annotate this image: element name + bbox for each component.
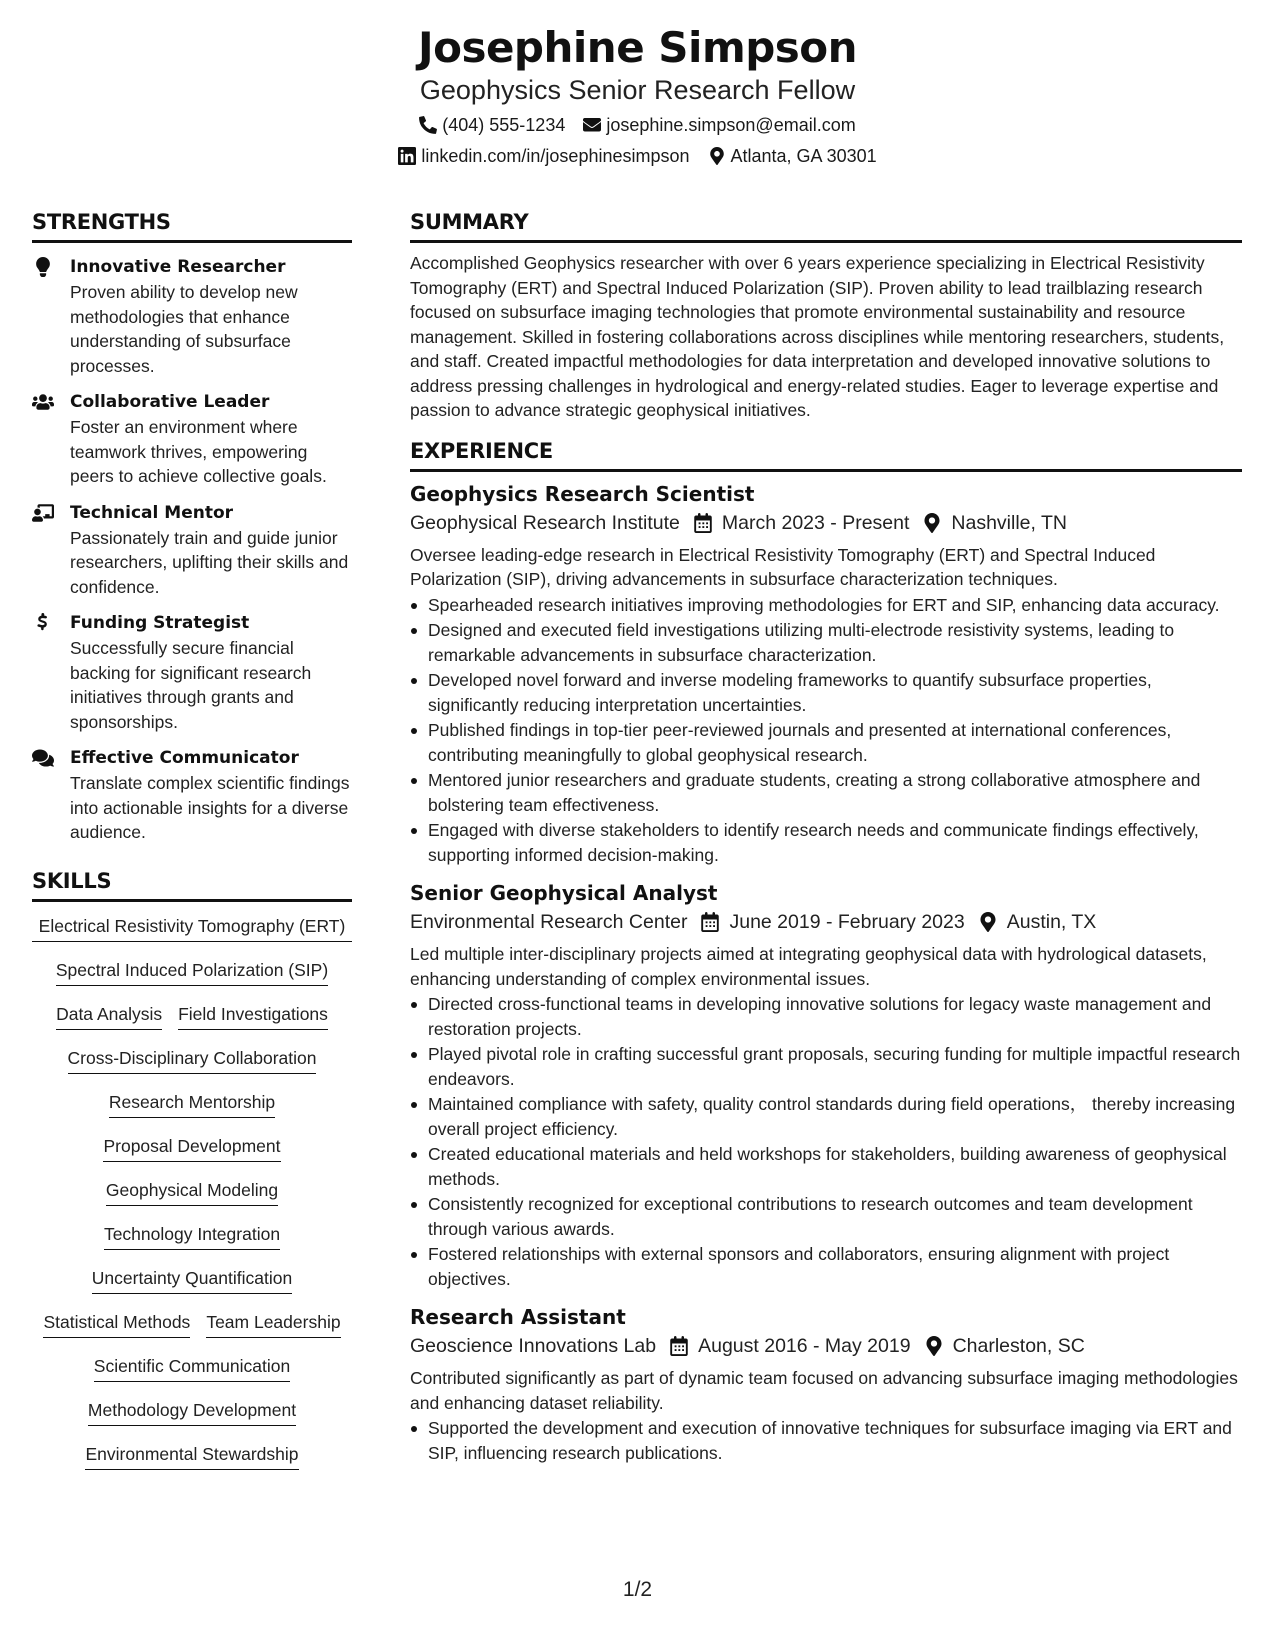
dollar-icon xyxy=(32,613,54,633)
candidate-name: Josephine Simpson xyxy=(417,23,858,72)
job-bullet: Engaged with diverse stakeholders to identify research needs and communicate findings effectively, supporting informed decision-making. xyxy=(410,818,1242,867)
right-column xyxy=(410,208,1242,1466)
skill-tag: Research Mentorship xyxy=(109,1090,275,1118)
job-bullet: Developed novel forward and inverse modeling frameworks to quantify subsurface properties, significantly reducing interpretation uncertainties. xyxy=(410,668,1242,717)
calendar-icon xyxy=(701,912,719,932)
skill-tag: Cross-Disciplinary Collaboration xyxy=(68,1046,317,1074)
email-text[interactable]: josephine.simpson@email.com xyxy=(606,115,856,135)
company-name: Environmental Research Center xyxy=(410,911,688,933)
job-bullet: Designed and executed field investigations utilizing multi-electrode resistivity systems, leading to remarkable advancements in subsurface characterization. xyxy=(410,618,1242,667)
strength-title: Collaborative Leader xyxy=(70,392,270,412)
job-bullet-list xyxy=(410,1416,1242,1465)
strength-item xyxy=(32,611,352,734)
map-marker-icon xyxy=(923,513,941,533)
map-marker-icon xyxy=(925,1336,943,1356)
job-entry xyxy=(410,1303,1242,1465)
contact-line-2 xyxy=(0,144,1275,168)
strength-title: Effective Communicator xyxy=(70,748,299,768)
job-entry xyxy=(410,480,1242,868)
company-name: Geophysical Research Institute xyxy=(410,511,680,534)
strength-item xyxy=(32,255,352,378)
map-marker-icon xyxy=(979,912,997,932)
calendar-icon xyxy=(670,1336,688,1356)
job-entry xyxy=(410,879,1242,1291)
phone-icon xyxy=(419,116,437,134)
job-bullet: Directed cross-functional teams in developing innovative solutions for legacy waste management and restoration projects. xyxy=(410,992,1242,1041)
envelope-icon xyxy=(583,116,601,134)
strengths-list xyxy=(32,255,352,845)
summary-text: Accomplished Geophysics researcher with over 6 years experience specializing in Electrical Resistivity Tomography (ERT) and Spectral Induced Polarization (SIP). Proven ability to lead trailblazing research focused on subsurface imaging technologies that promote environmental sustainability and resource management. Skilled in fostering collaborations across disciplines while mentoring researchers, students, and staff. Created impactful methodologies for data interpretation and developed innovative solutions to address pressing challenges in hydrological and energy-related studies. Eager to leverage expertise and passion to advance strategic geophysical initiatives. xyxy=(410,253,1225,420)
skill-tag: Data Analysis xyxy=(56,1002,162,1030)
job-location: Nashville, TN xyxy=(951,511,1067,534)
job-bullet: Spearheaded research initiatives improving methodologies for ERT and SIP, enhancing data accuracy. xyxy=(410,593,1242,618)
phone-contact xyxy=(419,113,565,137)
strength-description: Foster an environment where teamwork thrives, empowering peers to achieve collective goals. xyxy=(70,417,327,486)
strength-description: Passionately train and guide junior researchers, uplifting their skills and confidence. xyxy=(70,527,349,597)
skill-tag: Electrical Resistivity Tomography (ERT) xyxy=(32,914,352,942)
strength-item xyxy=(32,501,352,600)
skill-tag: Proposal Development xyxy=(103,1134,280,1162)
job-location: Austin, TX xyxy=(1006,911,1097,933)
lightbulb-icon xyxy=(32,257,54,277)
linkedin-text[interactable]: linkedin.com/in/josephinesimpson xyxy=(421,146,690,166)
strength-description: Successfully secure financial backing for significant research initiatives through grants and sponsorships. xyxy=(70,638,312,732)
linkedin-icon xyxy=(398,147,416,165)
chalkboard-teacher-icon xyxy=(32,503,54,523)
left-column xyxy=(32,208,352,1486)
strength-description: Translate complex scientific findings into actionable insights for a diverse audience. xyxy=(70,773,350,842)
job-description: Oversee leading-edge research in Electrical Resistivity Tomography (ERT) and Spectral Induced Polarization (SIP), driving advancements in subsurface characterization techniques. xyxy=(410,544,1156,589)
job-location: Charleston, SC xyxy=(952,1335,1085,1357)
strength-description: Proven ability to develop new methodologies that enhance understanding of subsurface processes. xyxy=(70,282,298,376)
skill-tag: Environmental Stewardship xyxy=(85,1442,298,1470)
strength-title: Technical Mentor xyxy=(70,502,234,523)
skill-tag: Methodology Development xyxy=(88,1398,296,1426)
skills-list xyxy=(32,914,352,1486)
linkedin-contact xyxy=(398,144,689,168)
job-bullet: Consistently recognized for exceptional contributions to research outcomes and team development through various awards. xyxy=(410,1192,1242,1241)
job-bullet: Maintained compliance with safety, quality control standards during field operations， thereby increasing overall project efficiency. xyxy=(410,1092,1242,1141)
job-bullet-list xyxy=(410,992,1242,1291)
job-bullet: Mentored junior researchers and graduate students, creating a strong collaborative atmosphere and bolstering team effectiveness. xyxy=(410,768,1242,817)
job-meta xyxy=(410,1331,1242,1361)
calendar-icon xyxy=(694,513,712,533)
strength-item xyxy=(32,746,352,845)
strengths-heading: STRENGTHS xyxy=(32,208,352,243)
company-name: Geoscience Innovations Lab xyxy=(410,1335,657,1357)
job-bullet: Fostered relationships with external sponsors and collaborators, ensuring alignment with project objectives. xyxy=(410,1242,1242,1291)
strength-item xyxy=(32,390,352,489)
resume-header xyxy=(0,22,1275,168)
comments-icon xyxy=(32,748,54,768)
skill-tag: Field Investigations xyxy=(178,1002,328,1030)
email-contact xyxy=(583,113,855,137)
location-contact xyxy=(708,144,877,168)
users-icon xyxy=(32,392,54,412)
skill-tag: Technology Integration xyxy=(104,1222,280,1250)
job-meta xyxy=(410,508,1242,538)
job-bullet: Played pivotal role in crafting successful grant proposals, securing funding for multiple impactful research endeavors. xyxy=(410,1042,1242,1091)
job-description: Contributed significantly as part of dynamic team focused on advancing subsurface imaging methodologies and enhancing dataset reliability. xyxy=(410,1368,1238,1413)
strength-title: Innovative Researcher xyxy=(70,257,286,277)
job-bullet-list xyxy=(410,593,1242,868)
skill-tag: Statistical Methods xyxy=(43,1310,190,1338)
job-bullet: Supported the development and execution of innovative techniques for subsurface imaging via ERT and SIP, influencing research publications. xyxy=(410,1416,1242,1465)
contact-line-1 xyxy=(0,113,1275,137)
strength-title: Funding Strategist xyxy=(70,613,250,633)
experience-heading: EXPERIENCE xyxy=(410,437,1242,472)
location-text: Atlanta, GA 30301 xyxy=(730,146,877,166)
skill-tag: Scientific Communication xyxy=(94,1354,290,1382)
map-marker-icon xyxy=(708,147,726,165)
summary-heading: SUMMARY xyxy=(410,208,1242,243)
skill-tag: Spectral Induced Polarization (SIP) xyxy=(56,958,328,986)
job-dates: June 2019 - February 2023 xyxy=(729,911,965,933)
skill-tag: Team Leadership xyxy=(206,1310,340,1338)
job-title: Geophysics Research Scientist xyxy=(410,481,755,506)
job-meta xyxy=(410,907,1242,937)
job-title: Research Assistant xyxy=(410,1305,626,1329)
candidate-title: Geophysics Senior Research Fellow xyxy=(419,75,856,105)
skill-tag: Geophysical Modeling xyxy=(106,1178,278,1206)
job-title: Senior Geophysical Analyst xyxy=(410,881,718,905)
skills-heading: SKILLS xyxy=(32,867,352,902)
job-dates: March 2023 - Present xyxy=(721,511,910,534)
job-bullet: Created educational materials and held workshops for stakeholders, building awareness of geophysical methods. xyxy=(410,1142,1242,1191)
page-number: 1/2 xyxy=(622,1578,653,1601)
job-bullet: Published findings in top-tier peer-reviewed journals and presented at international conferences, contributing meaningfully to global geophysical research. xyxy=(410,718,1242,767)
phone-text[interactable]: (404) 555-1234 xyxy=(442,115,566,135)
job-dates: August 2016 - May 2019 xyxy=(698,1335,911,1357)
skill-tag: Uncertainty Quantification xyxy=(92,1266,292,1294)
job-description: Led multiple inter-disciplinary projects aimed at integrating geophysical data with hydrological datasets, enhancing understanding of complex environmental issues. xyxy=(410,944,1207,989)
